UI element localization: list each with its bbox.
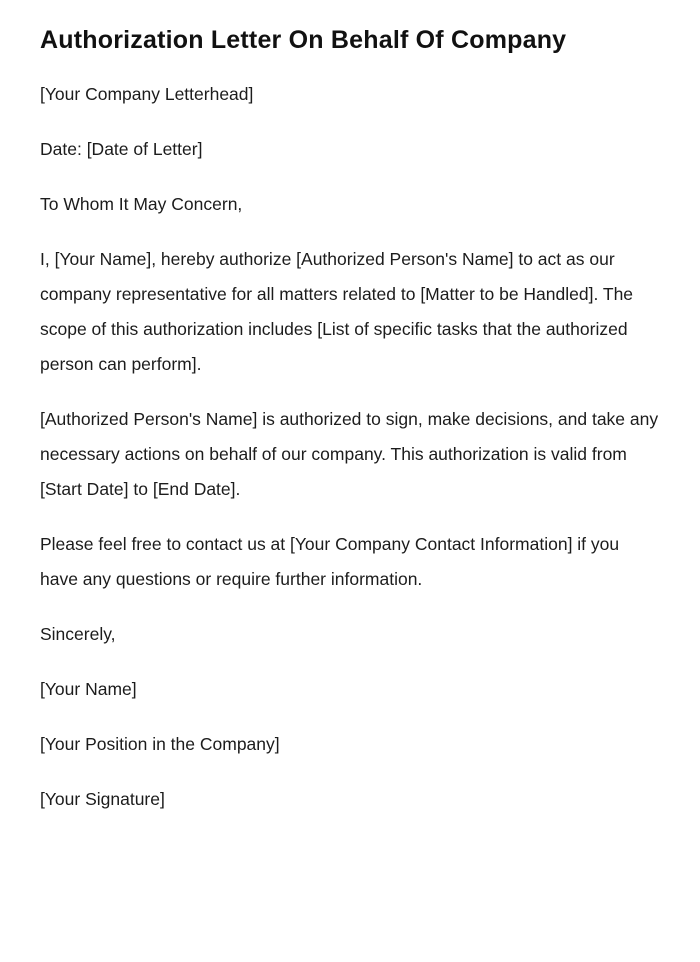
letter-paragraph: [Your Name] [40, 678, 137, 699]
letter-body [40, 77, 660, 817]
letter-paragraph: I, [Your Name], hereby authorize [Authorized Person's Name] to act as our company representative for all matters related to [Matter to be Handled]. The scope of this authorization includes [List of specific tasks that the authorized person can perform]. [40, 248, 634, 374]
letter-paragraph: [Your Company Letterhead] [40, 83, 254, 104]
letter-paragraph: [Your Signature] [40, 788, 165, 809]
letter-paragraph: [Authorized Person's Name] is authorized to sign, make decisions, and take any necessary actions on behalf of our company. This authorization is valid from [Start Date] to [End Date]. [40, 408, 659, 499]
letter-paragraph: Sincerely, [40, 623, 116, 644]
letter-paragraph: Date: [Date of Letter] [40, 138, 203, 159]
letter-paragraph: To Whom It May Concern, [40, 193, 243, 214]
letter-paragraph: Please feel free to contact us at [Your Company Contact Information] if you have any questions or require further information. [40, 533, 620, 589]
letter-paragraph: [Your Position in the Company] [40, 733, 280, 754]
page-title: Authorization Letter On Behalf Of Company [40, 26, 567, 54]
